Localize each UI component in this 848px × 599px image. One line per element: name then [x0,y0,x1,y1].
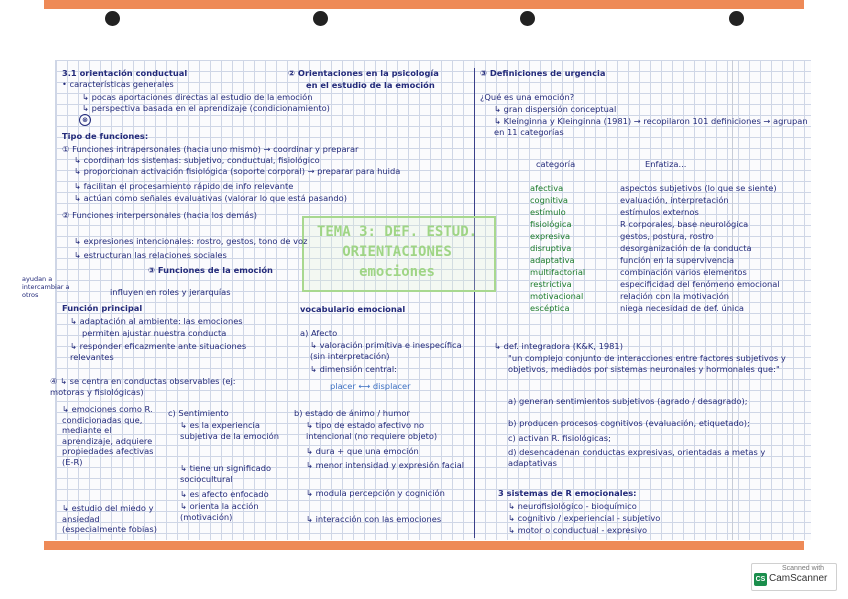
table-emphasis: relación con la motivación [620,291,730,301]
subheading: 3 sistemas de R emocionales: [498,488,637,498]
table-category: disruptiva [530,243,572,253]
table-emphasis: combinación varios elementos [620,267,747,277]
vocab-line: ↳ dimensión central: [310,364,397,374]
vocab-line: a) Afecto [300,328,338,338]
note-line: d) desencadenan conductas expresivas, orientadas a metas y adaptativas [508,447,766,468]
binder-hole [520,11,535,26]
note-line: b) producen procesos cognitivos (evaluación, etiquetado); [508,418,750,428]
note-line: ③ Funciones de la emoción [148,265,273,275]
vocab-line: ↳ modula percepción y cognición [306,488,445,498]
camscanner-caption: Scanned with [782,565,825,572]
table-emphasis: desorganización de la conducta [620,243,752,253]
table-emphasis: evaluación, interpretación [620,195,729,205]
note-line: ↳ perspectiva basada en el aprendizaje (condicionamiento) [82,103,330,113]
table-category: estímulo [530,207,566,217]
note-line: ↳ estructuran las relaciones sociales [74,250,227,260]
vocab-line: ↳ menor intensidad y expresión facial [306,460,465,470]
note-line: ↳ estudio del miedo y ansiedad (especialmente fobias) [62,503,157,535]
binder-hole [729,11,744,26]
note-line: ↳ proporcionan activación fisiológica (soporte corporal) → preparar para huida [74,166,401,176]
binder-hole [313,11,328,26]
note-line: a) generan sentimientos subjetivos (agrado / desagrado); [508,396,748,406]
note-line: "un complejo conjunto de interacciones entre factores subjetivos y objetivos, mediados por sistemas neuronales y hormonales que:" [508,353,786,374]
top-binder-strip [44,0,804,9]
note-line: ④ ↳ se centra en conductas observables (ej: motoras y fisiológicas) [50,376,236,397]
table-emphasis: aspectos subjetivos (lo que se siente) [620,183,777,193]
subheading: Función principal [62,303,143,313]
note-line: influyen en roles y jerarquías [110,287,231,297]
table-category: motivacional [530,291,584,301]
table-category: cognitiva [530,195,569,205]
vocab-line: b) estado de ánimo / humor [294,408,410,418]
table-category: afectiva [530,183,564,193]
vocab-line: c) Sentimiento [168,408,229,418]
table-category: adaptativa [530,255,575,265]
note-line: ↳ adaptación al ambiente: las emociones [70,316,243,326]
note-line: ↳ emociones como R. condicionadas que, mediante el aprendizaje, adquiere propiedades afectivas (E-R) [62,404,154,467]
table-category: fisiológica [530,219,572,229]
note-line: ↳ responder eficazmente ante situaciones relevantes [70,341,247,362]
table-header-category: categoría [536,159,576,169]
note-line: ② Funciones interpersonales (hacia los demás) [62,210,258,220]
note-line: ↳ actúan como señales evaluativas (valorar lo que está pasando) [74,193,347,203]
note-line: ↳ facilitan el procesamiento rápido de info relevante [74,181,294,191]
table-emphasis: gestos, postura, rostro [620,231,714,241]
vocab-heading: vocabulario emocional [300,304,406,314]
note-line: ↳ coordinan los sistemas: subjetivo, conductual, fisiológico [74,155,320,165]
vocab-line: ↳ es la experiencia subjetiva de la emoción [180,420,279,441]
topic-stamp-text: TEMA 3: DEF. ESTUD. ORIENTACIONES emociones [316,224,478,280]
section-heading: 3.1 orientación conductual [62,68,188,78]
section-heading: ② Orientaciones en la psicología [288,68,439,78]
note-line: ↳ motor o conductual - expresivo [508,525,648,535]
vocab-line: ↳ valoración primitiva e inespecífica (sin interpretación) [310,340,462,361]
table-emphasis: especificidad del fenómeno emocional [620,279,780,289]
note-line: c) activan R. fisiológicas; [508,433,611,443]
table-emphasis: función en la supervivencia [620,255,735,265]
note-line: permiten ajustar nuestra conducta [82,328,227,338]
vocab-line: ↳ orienta la acción (motivación) [180,501,259,522]
vocab-line: ↳ es afecto enfocado [180,489,269,499]
note-line: ↳ neurofisiológico - bioquímico [508,501,637,511]
note-line: ↳ pocas aportaciones directas al estudio de la emoción [82,92,313,102]
vocab-line: ↳ tipo de estado afectivo no intencional (no requiere objeto) [306,420,438,441]
note-line: • características generales [62,79,174,89]
table-category: multifactorial [530,267,586,277]
section-heading: en el estudio de la emoción [306,80,435,90]
vocab-line: ↳ tiene un significado sociocultural [180,463,272,484]
camscanner-logo-icon: CS [754,573,767,586]
table-emphasis: estímulos externos [620,207,699,217]
note-line: ¿Qué es una emoción? [480,92,575,102]
vocab-line: placer ⟷ displacer [330,381,411,391]
section-heading: ③ Definiciones de urgencia [480,68,606,78]
table-emphasis: niega necesidad de def. única [620,303,745,313]
binder-hole [105,11,120,26]
note-line: ↳ cognitivo / experiencial - subjetivo [508,513,661,523]
note-line: ↳ def. integradora (K&K, 1981) [494,341,623,351]
vocab-line: ↳ interacción con las emociones [306,514,442,524]
table-category: restrictiva [530,279,572,289]
circled-number: ⊗ [79,114,91,126]
table-category: expresiva [530,231,571,241]
table-emphasis: R corporales, base neurológica [620,219,749,229]
note-line: ↳ expresiones intencionales: rostro, gestos, tono de voz [74,236,308,246]
side-note: ayudan a intercambiar a otros [22,275,70,299]
note-line: ① Funciones intrapersonales (hacia uno mismo) → coordinar y preparar [62,144,359,154]
table-category: escéptica [530,303,570,313]
note-line: ↳ gran dispersión conceptual [494,104,617,114]
vocab-line: ↳ dura + que una emoción [306,446,419,456]
note-line: ↳ Kleinginna y Kleinginna (1981) → recopilaron 101 definiciones → agrupan en 11 categorías [494,116,808,137]
subheading: Tipo de funciones: [62,131,149,141]
column-divider [474,68,475,538]
table-header-emphasis: Enfatiza... [645,159,687,169]
camscanner-brand: CamScanner [769,573,828,584]
bottom-binder-strip [44,541,804,550]
